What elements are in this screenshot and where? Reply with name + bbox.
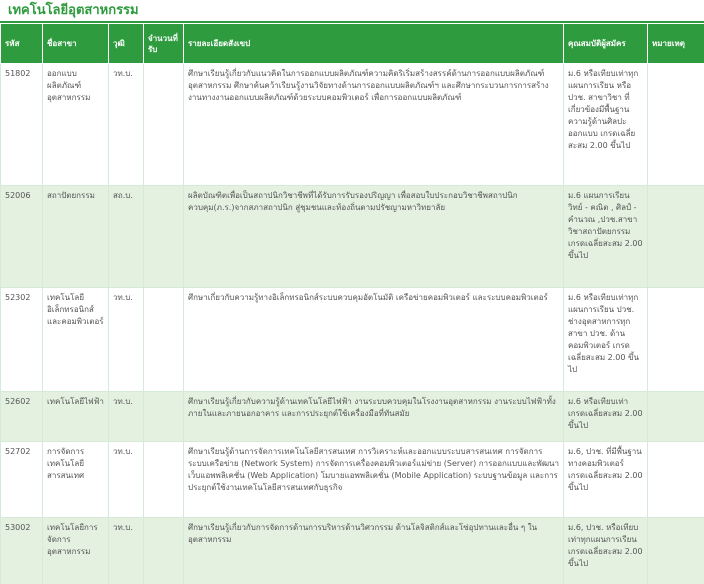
row-major: เทคโนโลยีอิเล็กทรอนิกส์และคอมพิวเตอร์: [43, 288, 109, 392]
table-row: [1, 186, 704, 288]
row-remarks: [648, 288, 704, 392]
row-code: 51802: [1, 64, 43, 186]
row-degree: วท.บ.: [109, 442, 144, 518]
row-code: 53002: [1, 518, 43, 584]
row-qualifications: ม.6, ปวช. ที่มีพื้นฐานทางคอมพิวเตอร์ เกรดเฉลี่ยสะสม 2.00 ขึ้นไป: [564, 442, 648, 518]
row-major: ออกแบบผลิตภัณฑ์อุตสาหกรรม: [43, 64, 109, 186]
table-row: [1, 64, 704, 186]
header-qualifications: คุณสมบัติผู้สมัคร: [564, 24, 648, 64]
row-degree: วท.บ.: [109, 64, 144, 186]
table-header-row: [1, 24, 704, 64]
row-remarks: [648, 392, 704, 442]
row-seats: [144, 64, 184, 186]
table-row: [1, 392, 704, 442]
row-details: ศึกษาเรียนรู้เกี่ยวกับแนวคิดในการออกแบบผลิตภัณฑ์ความคิดริเริ่มสร้างสรรค์ด้านการออกแบบผลิตภัณฑ์อุตสาหกรรม ศึกษาค้นคว้าเรียนรู้งานวิจัยทางด้านการออกแบบผลิตภัณฑ์ฯ และศึกษากระบวนการการสร้างงานทางงานออกแบบผลิตภัณฑ์ด้วยระบบคอมพิวเตอร์ เพื่อการออกแบบผลิตภัณฑ์: [184, 64, 564, 186]
row-seats: [144, 186, 184, 288]
row-seats: [144, 392, 184, 442]
row-code: 52006: [1, 186, 43, 288]
row-remarks: [648, 442, 704, 518]
row-details: ศึกษาเรียนรู้เกี่ยวกับการจัดการด้านการบริหารด้านวิศวกรรม ด้านโลจิสติกส์และโซ่อุปทานและอื่น ๆ ในอุตสาหกรรม: [184, 518, 564, 584]
row-qualifications: ม.6, ปวช. หรือเทียบเท่าทุกแผนการเรียน เกรดเฉลี่ยสะสม 2.00 ขึ้นไป: [564, 518, 648, 584]
row-remarks: [648, 518, 704, 584]
row-seats: [144, 518, 184, 584]
row-details: ผลิตบัณฑิตเพื่อเป็นสถาปนิกวิชาชีพที่ได้รับการรับรองปริญญา เพื่อสอบใบประกอบวิชาชีพสถาปนิกควบคุม(ภ.ร.)จากสภาสถาปนิก สู่ชุมชนและท้องถิ่นตามปรัชญามหาวิทยาลัย: [184, 186, 564, 288]
header-major: ชื่อสาขา: [43, 24, 109, 64]
row-code: 52302: [1, 288, 43, 392]
row-seats: [144, 442, 184, 518]
header-seats: จำนวนที่รับ: [144, 24, 184, 64]
header-remarks: หมายเหตุ: [648, 24, 704, 64]
header-details: รายละเอียดสังเขป: [184, 24, 564, 64]
row-details: ศึกษาเรียนรู้ด้านการจัดการเทคโนโลยีสารสนเทศ การวิเคราะห์และออกแบบระบบสารสนเทศ การจัดการระบบเครือข่าย (Network System) การจัดการเครื่องคอมพิวเตอร์แม่ข่าย (Server) การออกแบบและพัฒนาเว็บแอพพลิเคชั่น (Web Application) โมบายแอพพลิเคชั่น (Mobile Application) ระบบฐานข้อมูล และการประยุกต์ใช้งานเทคโนโลยีสารสนเทศกับธุรกิจ: [184, 442, 564, 518]
row-code: 52702: [1, 442, 43, 518]
row-qualifications: ม.6 หรือเทียบเท่า เกรดเฉลี่ยสะสม 2.00 ขึ้นไป: [564, 392, 648, 442]
row-major: เทคโนโลยีการจัดการอุตสาหกรรม: [43, 518, 109, 584]
row-major: การจัดการเทคโนโลยีสารสนเทศ: [43, 442, 109, 518]
row-details: ศึกษาเรียนรู้เกี่ยวกับความรู้ด้านเทคโนโลยีไฟฟ้า งานระบบควบคุมในโรงงานอุตสาหกรรม งานระบบไฟฟ้าทั้งภายในและภายนอกอาคาร และการประยุกต์ใช้เครื่องมือที่ทันสมัย: [184, 392, 564, 442]
row-degree: วท.บ.: [109, 288, 144, 392]
row-code: 52602: [1, 392, 43, 442]
row-major: สถาปัตยกรรม: [43, 186, 109, 288]
row-remarks: [648, 186, 704, 288]
section-title: เทคโนโลยีอุตสาหกรรม: [8, 3, 139, 18]
row-degree: สถ.บ.: [109, 186, 144, 288]
row-degree: วท.บ.: [109, 392, 144, 442]
row-major: เทคโนโลยีไฟฟ้า: [43, 392, 109, 442]
row-details: ศึกษาเกี่ยวกับความรู้ทางอิเล็กทรอนิกส์ระบบควบคุมอัตโนมัติ เครือข่ายคอมพิวเตอร์ และระบบคอมพิวเตอร์: [184, 288, 564, 392]
header-degree: วุฒิ: [109, 24, 144, 64]
row-qualifications: ม.6 หรือเทียบเท่าทุกแผนการเรียน ปวช. ช่างอุตสาหการทุกสาขา ปวช. ด้านคอมพิวเตอร์ เกรดเฉลี่ยสะสม 2.00 ขึ้นไป: [564, 288, 648, 392]
row-degree: วท.บ.: [109, 518, 144, 584]
table-row: [1, 518, 704, 584]
row-remarks: [648, 64, 704, 186]
row-qualifications: ม.6 หรือเทียบเท่าทุกแผนการเรียน หรือ ปวช. สาขาวิชา ที่เกี่ยวข้องมีพื้นฐานความรู้ด้านศิลปะ ออกแบบ เกรดเฉลี่ยสะสม 2.00 ขึ้นไป: [564, 64, 648, 186]
header-code: รหัส: [1, 24, 43, 64]
table-row: [1, 288, 704, 392]
programs-table: [0, 23, 704, 584]
row-seats: [144, 288, 184, 392]
row-qualifications: ม.6 แผนการเรียนวิทย์ - คณิต , ศิลป์ - คำนวณ ,ปวช.สาขาวิชาสถาปัตยกรรม เกรดเฉลี่ยสะสม 2.00 ขึ้นไป: [564, 186, 648, 288]
table-row: [1, 442, 704, 518]
